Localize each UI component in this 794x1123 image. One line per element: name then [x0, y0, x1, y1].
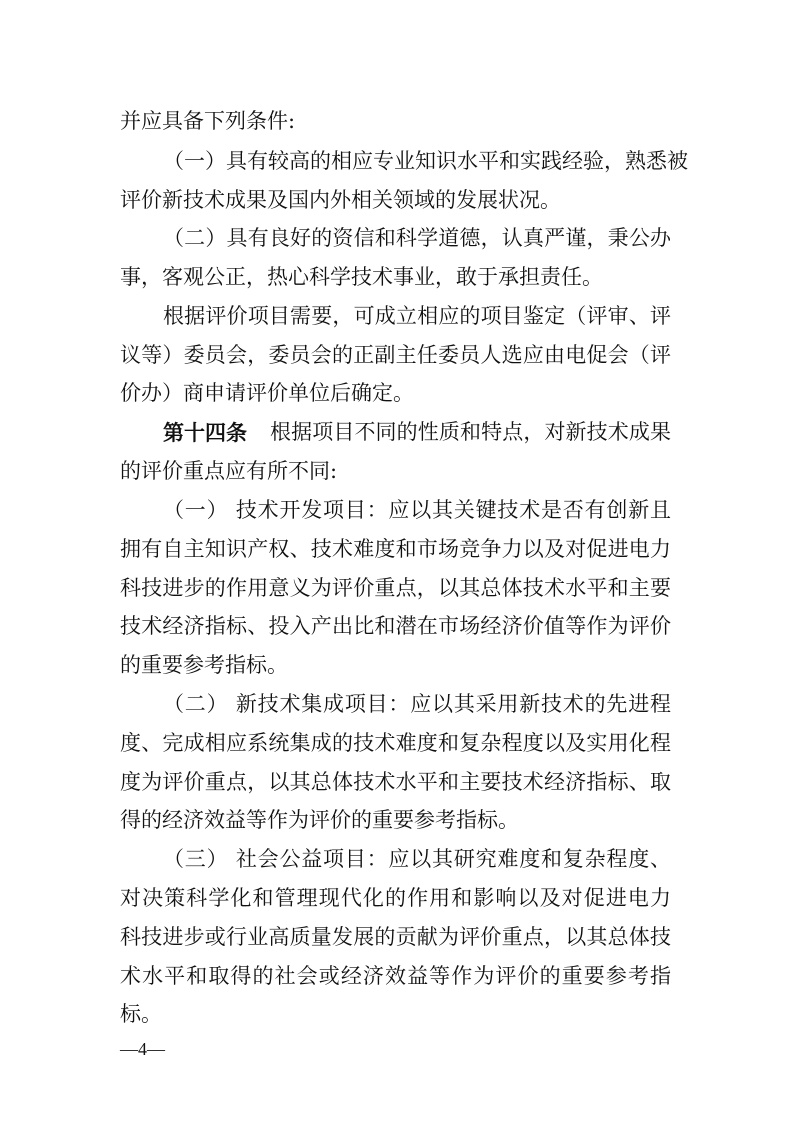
text-line: 事，客观公正，热心科学技术事业，敢于承担责任。: [120, 265, 603, 289]
text-line: 的重要参考指标。: [120, 653, 288, 677]
text-line: （二）具有良好的资信和科学道德，认真严谨，秉公办: [163, 226, 671, 250]
text-line: 科技进步或行业高质量发展的贡献为评价重点，以其总体技: [120, 925, 671, 949]
text-line: （二） 新技术集成项目：应以其采用新技术的先进程: [163, 692, 671, 716]
text-line: 度为评价重点，以其总体技术水平和主要技术经济指标、取: [120, 770, 671, 794]
text-line: 度、完成相应系统集成的技术难度和复杂程度以及实用化程: [120, 731, 671, 755]
text-line: 得的经济效益等作为评价的重要参考指标。: [120, 808, 519, 832]
text-line: 并应具备下列条件:: [120, 109, 296, 133]
text-line: （一） 技术开发项目：应以其关键技术是否有创新且: [163, 498, 671, 522]
article-heading: 第十四条: [163, 420, 247, 445]
text-line: 科技进步的作用意义为评价重点，以其总体技术水平和主要: [120, 576, 671, 600]
text-line: 的评价重点应有所不同:: [120, 459, 338, 483]
text-line: 术水平和取得的社会或经济效益等作为评价的重要参考指: [120, 964, 671, 988]
text-line: 议等）委员会，委员会的正副主任委员人选应由电促会（评: [120, 343, 671, 367]
text-line: 标。: [120, 1002, 162, 1026]
text-line: 拥有自主知识产权、技术难度和市场竞争力以及对促进电力: [120, 537, 671, 561]
page-number: —4—: [120, 1039, 165, 1059]
text-line: （一）具有较高的相应专业知识水平和实践经验，熟悉被: [163, 149, 688, 173]
text-line: 价办）商申请评价单位后确定。: [120, 381, 414, 405]
text-line: 技术经济指标、投入产出比和潜在市场经济价值等作为评价: [120, 614, 671, 638]
text-line: 根据评价项目需要，可成立相应的项目鉴定（评审、评: [163, 304, 671, 328]
text-line: 对决策科学化和管理现代化的作用和影响以及对促进电力: [120, 886, 671, 910]
text-line: 评价新技术成果及国内外相关领域的发展状况。: [120, 188, 561, 212]
text-line: （三） 社会公益项目：应以其研究难度和复杂程度、: [163, 847, 671, 871]
text-line: 根据项目不同的性质和特点，对新技术成果: [270, 420, 671, 444]
